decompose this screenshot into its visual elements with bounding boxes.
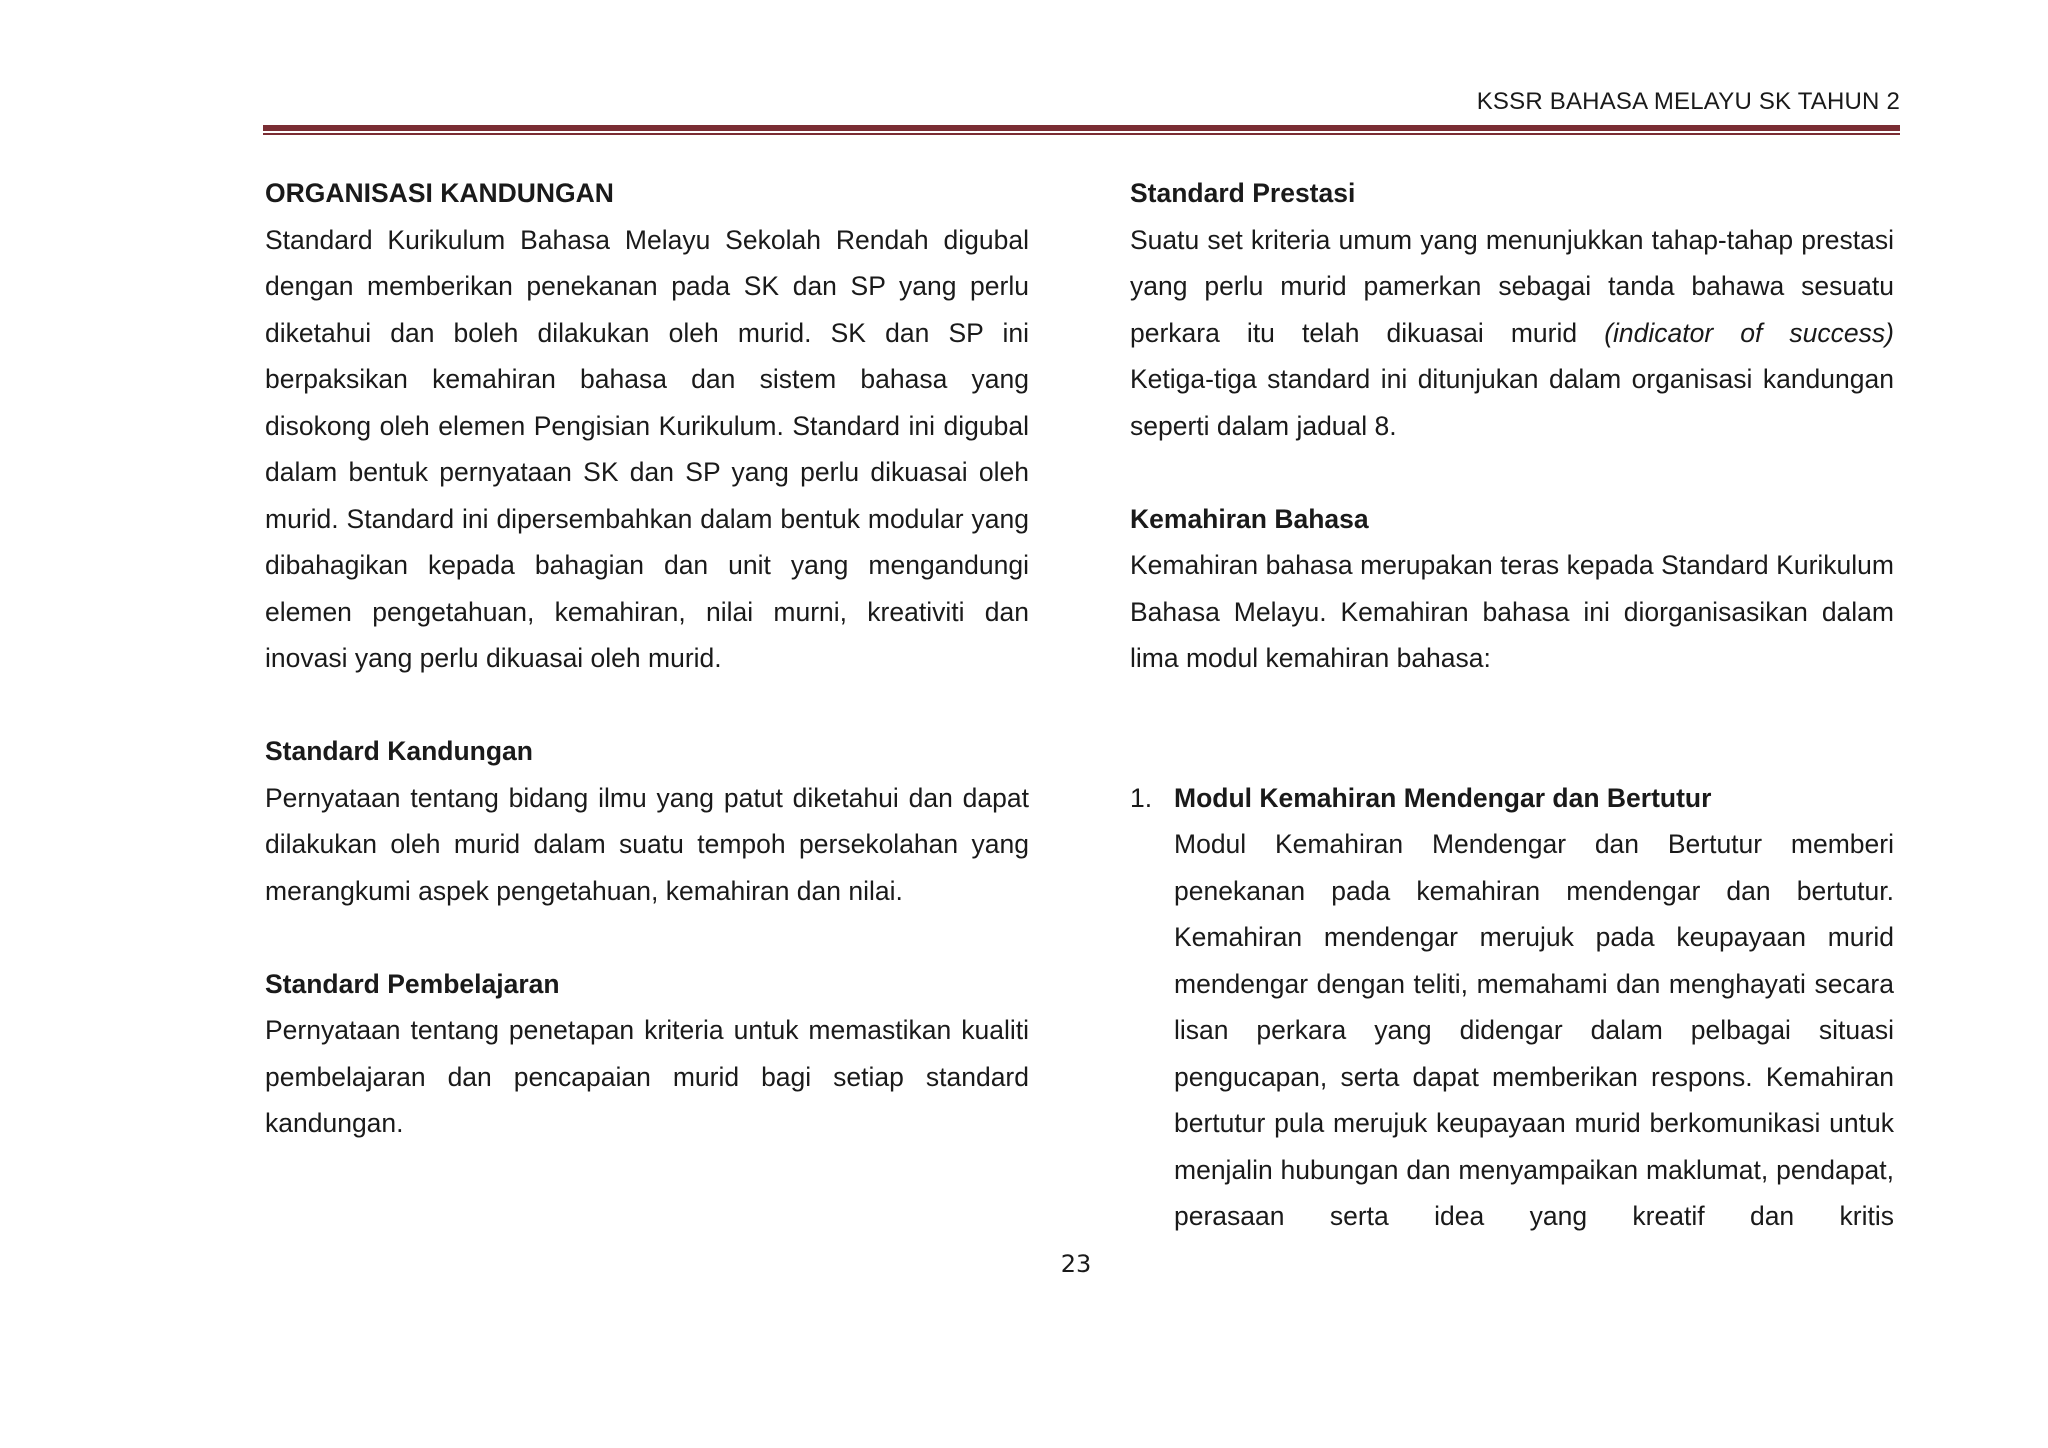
kandungan-heading: Standard Kandungan: [265, 736, 533, 766]
spacer: [265, 914, 1029, 961]
spacer: [1130, 449, 1894, 496]
spacer: [1130, 682, 1894, 775]
left-column: [265, 170, 1029, 1147]
modul-1-heading: Modul Kemahiran Mendengar dan Bertutur: [1174, 782, 1712, 813]
running-header: KSSR BAHASA MELAYU SK TAHUN 2: [1476, 88, 1900, 115]
prestasi-italic: (indicator of success): [1604, 317, 1894, 348]
modul-1-paragraph: Modul Kemahiran Mendengar dan Bertutur memberi penekanan pada kemahiran mendengar dan bertutur. Kemahiran mendengar merujuk pada keupayaan murid mendengar dengan teliti, memahami dan menghayati secara lisan perkara yang didengar dalam pelbagai situasi pengucapan, serta dapat memberikan respons. Kemahiran bertutur pula merujuk keupayaan murid berkomunikasi untuk menjalin hubungan dan menyampaikan maklumat, pendapat, perasaan serta idea yang kreatif dan kritis: [1174, 829, 1894, 1231]
organisasi-heading: ORGANISASI KANDUNGAN: [265, 178, 614, 208]
modul-1-item: [1130, 775, 1894, 1240]
prestasi-text: Suatu set kriteria umum yang menunjukkan tahap-tahap prestasi yang perlu murid pamerkan sebagai tanda bahawa sesuatu perkara itu telah dikuasai murid: [1130, 224, 1894, 348]
page-number: 23: [1060, 1250, 1092, 1278]
kemahiran-paragraph: Kemahiran bahasa merupakan teras kepada Standard Kurikulum Bahasa Melayu. Kemahiran bahasa ini diorganisasikan dalam lima modul kemahiran bahasa:: [1130, 550, 1894, 673]
header-rule-thick: [263, 125, 1900, 131]
pembelajaran-paragraph: Pernyataan tentang penetapan kriteria untuk memastikan kualiti pembelajaran dan pencapaian murid bagi setiap standard kandungan.: [265, 1015, 1029, 1138]
kemahiran-heading: Kemahiran Bahasa: [1130, 503, 1369, 534]
prestasi-heading: Standard Prestasi: [1130, 178, 1356, 208]
prestasi-paragraph-2: Ketiga-tiga standard ini ditunjukan dalam organisasi kandungan seperti dalam jadual 8.: [1130, 364, 1894, 441]
kandungan-paragraph: Pernyataan tentang bidang ilmu yang patut diketahui dan dapat dilakukan oleh murid dalam suatu tempoh persekolahan yang merangkumi aspek pengetahuan, kemahiran dan nilai.: [265, 782, 1029, 906]
spacer: [265, 682, 1029, 729]
modul-1-number: 1.: [1130, 782, 1153, 813]
pembelajaran-heading: Standard Pembelajaran: [265, 968, 560, 999]
header-rule-thin: [263, 133, 1900, 135]
organisasi-paragraph: Standard Kurikulum Bahasa Melayu Sekolah Rendah digubal dengan memberikan penekanan pada SK dan SP yang perlu diketahui dan boleh dilakukan oleh murid. SK dan SP ini berpaksikan kemahiran bahasa dan sistem bahasa yang disokong oleh elemen Pengisian Kurikulum. Standard ini digubal dalam bentuk pernyataan SK dan SP yang perlu dikuasai oleh murid. Standard ini dipersembahkan dalam bentuk modular yang dibahagikan kepada bahagian dan unit yang mengandungi elemen pengetahuan, kemahiran, nilai murni, kreativiti dan inovasi yang perlu dikuasai oleh murid.: [265, 224, 1029, 673]
right-column: [1130, 170, 1894, 1240]
prestasi-paragraph: [1130, 217, 1894, 357]
